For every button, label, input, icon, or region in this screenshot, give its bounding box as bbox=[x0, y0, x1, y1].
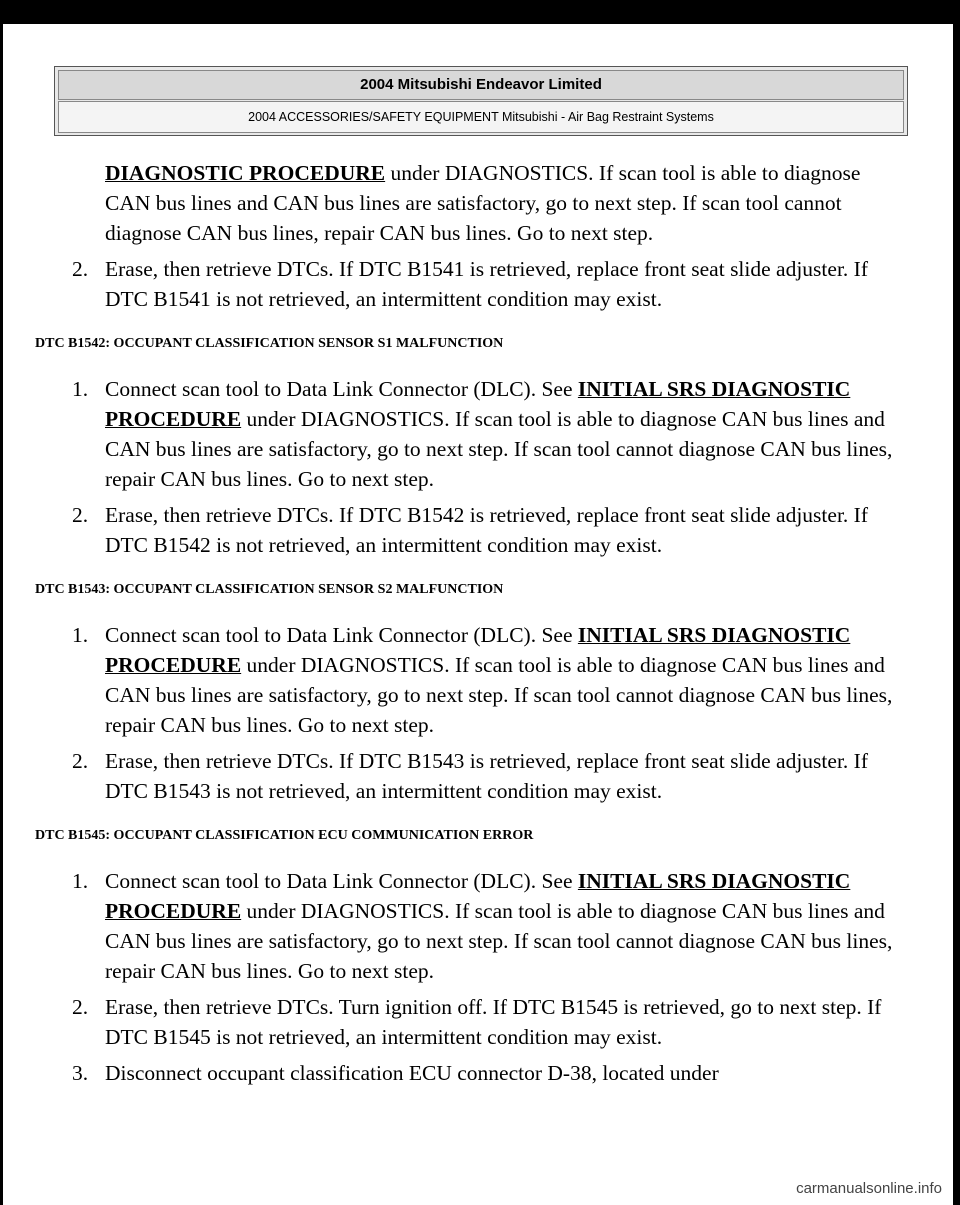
b1542-step-2: 2. Erase, then retrieve DTCs. If DTC B1542 is retrieved, replace front seat slide adjuster. If DTC B1542 is not retrieved, an intermittent condition may exist. bbox=[105, 500, 905, 560]
section-subtitle: 2004 ACCESSORIES/SAFETY EQUIPMENT Mitsubishi - Air Bag Restraint Systems bbox=[58, 101, 904, 133]
top-border bbox=[0, 0, 960, 24]
step-number: 2. bbox=[72, 257, 89, 281]
step-number: 2. bbox=[72, 995, 89, 1019]
dtc-b1545-heading: DTC B1545: OCCUPANT CLASSIFICATION ECU COMMUNICATION ERROR bbox=[35, 828, 534, 843]
dtc-b1542-heading: DTC B1542: OCCUPANT CLASSIFICATION SENSOR S1 MALFUNCTION bbox=[35, 336, 504, 351]
initial-srs-diagnostic-procedure-link[interactable]: INITIAL SRS DIAGNOSTIC PROCEDURE bbox=[105, 869, 851, 923]
initial-srs-diagnostic-procedure-link[interactable]: INITIAL SRS DIAGNOSTIC PROCEDURE bbox=[105, 623, 851, 677]
step-number: 2. bbox=[72, 749, 89, 773]
continued-step-2: 2. Erase, then retrieve DTCs. If DTC B1541 is retrieved, replace front seat slide adjuster. If DTC B1541 is not retrieved, an intermittent condition may exist. bbox=[105, 254, 905, 314]
b1543-step-1: 1. Connect scan tool to Data Link Connector (DLC). See INITIAL SRS DIAGNOSTIC PROCEDURE under DIAGNOSTICS. If scan tool is able to diagnose CAN bus lines and CAN bus lines are satisfactory, go to next step. If scan tool cannot diagnose CAN bus lines, repair CAN bus lines. Go to next step. bbox=[105, 620, 905, 740]
step-number: 3. bbox=[72, 1061, 89, 1085]
b1545-step-2: 2. Erase, then retrieve DTCs. Turn ignition off. If DTC B1545 is retrieved, go to next step. If DTC B1545 is not retrieved, an intermittent condition may exist. bbox=[105, 992, 905, 1052]
step-number: 1. bbox=[72, 623, 89, 647]
initial-srs-diagnostic-procedure-link[interactable]: INITIAL SRS DIAGNOSTIC PROCEDURE bbox=[105, 377, 851, 431]
b1542-step-1: 1. Connect scan tool to Data Link Connector (DLC). See INITIAL SRS DIAGNOSTIC PROCEDURE under DIAGNOSTICS. If scan tool is able to diagnose CAN bus lines and CAN bus lines are satisfactory, go to next step. If scan tool cannot diagnose CAN bus lines, repair CAN bus lines. Go to next step. bbox=[105, 374, 905, 494]
document-body bbox=[0, 158, 960, 1088]
step-number: 2. bbox=[72, 503, 89, 527]
vehicle-title: 2004 Mitsubishi Endeavor Limited bbox=[58, 70, 904, 100]
diagnostic-procedure-link[interactable]: DIAGNOSTIC PROCEDURE bbox=[105, 161, 386, 185]
document-header bbox=[54, 66, 908, 136]
continued-step-1: DIAGNOSTIC PROCEDURE under DIAGNOSTICS. If scan tool is able to diagnose CAN bus lines and CAN bus lines are satisfactory, go to next step. If scan tool cannot diagnose CAN bus lines, repair CAN bus lines. Go to next step. bbox=[105, 161, 861, 245]
step-number: 1. bbox=[72, 869, 89, 893]
watermark: carmanualsonline.info bbox=[796, 1180, 942, 1197]
step-number: 1. bbox=[72, 377, 89, 401]
b1543-step-2: 2. Erase, then retrieve DTCs. If DTC B1543 is retrieved, replace front seat slide adjuster. If DTC B1543 is not retrieved, an intermittent condition may exist. bbox=[105, 746, 905, 806]
b1545-step-3: 3. Disconnect occupant classification ECU connector D-38, located under bbox=[105, 1058, 905, 1088]
b1545-step-1: 1. Connect scan tool to Data Link Connector (DLC). See INITIAL SRS DIAGNOSTIC PROCEDURE under DIAGNOSTICS. If scan tool is able to diagnose CAN bus lines and CAN bus lines are satisfactory, go to next step. If scan tool cannot diagnose CAN bus lines, repair CAN bus lines. Go to next step. bbox=[105, 866, 905, 986]
dtc-b1543-heading: DTC B1543: OCCUPANT CLASSIFICATION SENSOR S2 MALFUNCTION bbox=[35, 582, 504, 597]
